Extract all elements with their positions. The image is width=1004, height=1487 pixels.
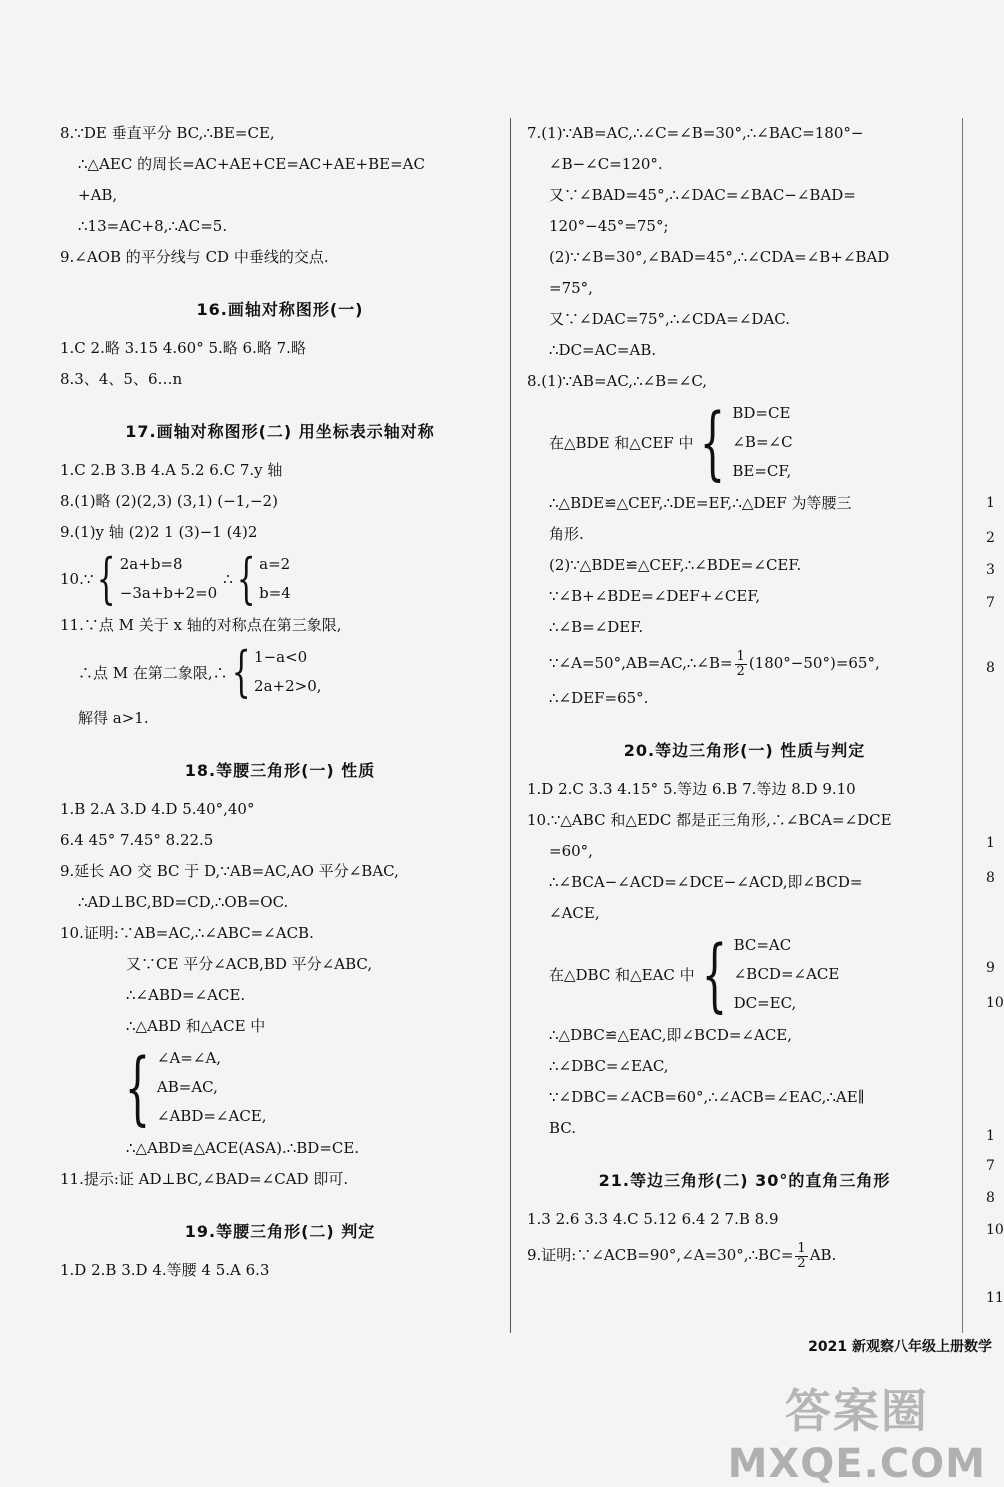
brace-icon: { [700, 395, 726, 489]
answer-line: 9.(1)y 轴 (2)2 1 (3)−1 (4)2 [60, 523, 258, 541]
answer-line: 8.(1)略 (2)(2,3) (3,1) (−1,−2) [60, 492, 278, 510]
answer-line: ∴△ABD≌△ACE(ASA).∴BD=CE. [126, 1139, 360, 1157]
edge-fragment: 8 [986, 660, 995, 676]
brace-icon: { [236, 547, 256, 610]
system-lines [254, 643, 321, 701]
answer-line: =75°, [549, 279, 593, 297]
answer-line: ∴△BDE≌△CEF,∴DE=EF,∴△DEF 为等腰三 [549, 494, 852, 512]
answer-line: 又∵∠DAC=75°,∴∠CDA=∠DAC. [549, 310, 790, 328]
equation-system [527, 927, 962, 1021]
answer-line: ∴13=AC+8,∴AC=5. [78, 217, 228, 235]
answer-line: =60°, [549, 842, 593, 860]
answer-line: 7.(1)∵AB=AC,∴∠C=∠B=30°,∴∠BAC=180°− [527, 124, 864, 142]
answer-line: ∠B−∠C=120°. [549, 155, 663, 173]
answer-line: 10.∵△ABC 和△EDC 都是正三角形,∴∠BCA=∠DCE [527, 811, 892, 829]
answer-line: ∵∠B+∠BDE=∠DEF+∠CEF, [549, 587, 761, 605]
answer-line: ∴∠BCA−∠ACD=∠DCE−∠ACD,即∠BCD= [549, 873, 863, 891]
equation: a=2 [259, 555, 291, 573]
answer-line: BC. [549, 1119, 577, 1137]
answer-line: +AB, [78, 186, 118, 204]
answer-line: ∠ACE, [549, 904, 600, 922]
therefore: ∴ [223, 570, 233, 588]
system-lines [120, 550, 217, 608]
answer-line: 11.提示:证 AD⊥BC,∠BAD=∠CAD 即可. [60, 1170, 349, 1188]
right-edge-divider [962, 118, 963, 1333]
fraction-numerator: 1 [797, 1240, 806, 1256]
edge-fragment: 1 [986, 495, 995, 511]
answer-line: 8.(1)∵AB=AC,∴∠B=∠C, [527, 372, 708, 390]
equation: ∠BCD=∠ACE [733, 965, 840, 983]
equation-prefix: ∴点 M 在第二象限,∴ [78, 663, 228, 682]
system-lines [157, 1044, 267, 1131]
edge-fragment: 7 [986, 595, 995, 611]
equation-prefix: 10.∵ [60, 570, 94, 588]
watermark-url: MXQE.COM [727, 1441, 986, 1487]
answer-line: 1.B 2.A 3.D 4.D 5.40°,40° [60, 800, 255, 818]
answer-line: 1.C 2.略 3.15 4.60° 5.略 6.略 7.略 [60, 339, 306, 357]
brace-icon: { [97, 547, 117, 610]
page-footer: 2021 新观察八年级上册数学 [808, 1339, 992, 1355]
edge-fragment: 1 [986, 835, 995, 851]
equation: b=4 [259, 584, 291, 602]
answer-line: 6.4 45° 7.45° 8.22.5 [60, 831, 214, 849]
section-title: 18.等腰三角形(一) 性质 [184, 761, 376, 780]
equation-system [527, 395, 962, 489]
equation: ∠A=∠A, [156, 1049, 222, 1067]
answer-line: 10.证明:∵AB=AC,∴∠ABC=∠ACB. [60, 924, 314, 942]
answer-line: 1.C 2.B 3.B 4.A 5.2 6.C 7.y 轴 [60, 461, 283, 479]
equation: DC=EC, [733, 994, 797, 1012]
equation-prefix: 在△BDE 和△CEF 中 [549, 434, 694, 452]
answer-line: ∴△DBC≌△EAC,即∠BCD=∠ACE, [549, 1026, 793, 1044]
answer-line: 角形. [549, 525, 584, 543]
equation: ∠B=∠C [732, 433, 793, 451]
fraction-denominator: 2 [736, 663, 745, 679]
answer-line: (2)∵∠B=30°,∠BAD=45°,∴∠CDA=∠B+∠BAD [549, 248, 890, 266]
equation-system [60, 547, 500, 610]
column-divider [510, 118, 511, 1333]
edge-fragment: 11 [986, 1290, 1004, 1306]
brace-icon: { [701, 927, 727, 1021]
answer-line: 1.D 2.C 3.3 4.15° 5.等边 6.B 7.等边 8.D 9.10 [527, 780, 856, 798]
answer-line: 9.延长 AO 交 BC 于 D,∵AB=AC,AO 平分∠BAC, [60, 862, 399, 880]
section-title: 17.画轴对称图形(二) 用坐标表示轴对称 [125, 422, 435, 441]
equation-system [60, 640, 500, 703]
answer-line: 8.3、4、5、6…n [60, 370, 183, 388]
section-title: 19.等腰三角形(二) 判定 [184, 1222, 376, 1241]
edge-fragment: 9 [986, 960, 995, 976]
answer-line: ∴∠B=∠DEF. [549, 618, 644, 636]
equation: 1−a<0 [254, 648, 308, 666]
edge-fragment: 2 [986, 530, 995, 546]
edge-fragment: 8 [986, 870, 995, 886]
system-lines [259, 550, 291, 608]
answer-line [527, 1235, 962, 1275]
equation-system [60, 1040, 500, 1134]
answer-line: 1.D 2.B 3.D 4.等腰 4 5.A 6.3 [60, 1261, 270, 1279]
fraction-numerator: 1 [736, 648, 745, 664]
answer-line: 又∵∠BAD=45°,∴∠DAC=∠BAC−∠BAD= [549, 186, 856, 204]
answer-line [527, 643, 962, 683]
edge-fragment: 7 [986, 1158, 995, 1174]
answer-line: 解得 a>1. [78, 709, 149, 727]
answer-line: ∴∠ABD=∠ACE. [126, 986, 246, 1004]
system-lines [732, 399, 792, 486]
answer-text: AB. [809, 1246, 837, 1264]
answer-line: ∴△AEC 的周长=AC+AE+CE=AC+AE+BE=AC [78, 155, 425, 173]
answer-line: ∴△ABD 和△ACE 中 [126, 1017, 266, 1035]
right-column [527, 118, 962, 1275]
answer-line: ∴AD⊥BC,BD=CD,∴OB=OC. [78, 893, 289, 911]
answer-line: 又∵CE 平分∠ACB,BD 平分∠ABC, [126, 955, 373, 973]
left-column [60, 118, 500, 1286]
edge-fragment: 10 [986, 995, 1004, 1011]
answer-line: ∵∠DBC=∠ACB=60°,∴∠ACB=∠EAC,∴AE∥ [549, 1088, 865, 1106]
equation: BE=CF, [732, 462, 792, 480]
equation: 2a+2>0, [254, 677, 322, 695]
equation: AB=AC, [156, 1078, 218, 1096]
answer-text: (180°−50°)=65°, [748, 654, 880, 672]
answer-text: ∵∠A=50°,AB=AC,∴∠B= [549, 654, 733, 672]
answer-text: 9.证明:∵∠ACB=90°,∠A=30°,∴BC= [527, 1246, 794, 1264]
fraction [735, 650, 747, 679]
equation-prefix: 在△DBC 和△EAC 中 [549, 966, 695, 984]
answer-line: 1.3 2.6 3.3 4.C 5.12 6.4 2 7.B 8.9 [527, 1210, 779, 1228]
answer-line: 120°−45°=75°; [549, 217, 669, 235]
fraction [795, 1242, 807, 1271]
answer-line: 9.∠AOB 的平分线与 CD 中垂线的交点. [60, 248, 329, 266]
answer-line: ∴∠DBC=∠EAC, [549, 1057, 669, 1075]
edge-fragment: 1 [986, 1128, 995, 1144]
fraction-denominator: 2 [797, 1255, 806, 1271]
equation: BC=AC [733, 936, 792, 954]
brace-icon: { [124, 1040, 151, 1134]
equation: −3a+b+2=0 [119, 584, 218, 602]
section-title: 20.等边三角形(一) 性质与判定 [623, 741, 866, 760]
equation: ∠ABD=∠ACE, [156, 1107, 267, 1125]
answer-line: ∴∠DEF=65°. [549, 689, 649, 707]
watermark-logo: 答案圈 [784, 1384, 929, 1438]
brace-icon: { [231, 640, 251, 703]
equation: 2a+b=8 [119, 555, 183, 573]
equation: BD=CE [732, 404, 791, 422]
section-title: 21.等边三角形(二) 30°的直角三角形 [598, 1171, 891, 1190]
answer-line: (2)∵△BDE≌△CEF,∴∠BDE=∠CEF. [549, 556, 802, 574]
edge-fragment: 8 [986, 1190, 995, 1206]
watermark [728, 1375, 986, 1487]
edge-fragment: 3 [986, 562, 995, 578]
answer-line: ∴DC=AC=AB. [549, 341, 657, 359]
answer-line: 8.∵DE 垂直平分 BC,∴BE=CE, [60, 124, 275, 142]
system-lines [734, 931, 840, 1018]
answer-line: 11.∵点 M 关于 x 轴的对称点在第三象限, [60, 616, 342, 634]
edge-fragment: 10 [986, 1222, 1004, 1238]
section-title: 16.画轴对称图形(一) [196, 300, 364, 319]
